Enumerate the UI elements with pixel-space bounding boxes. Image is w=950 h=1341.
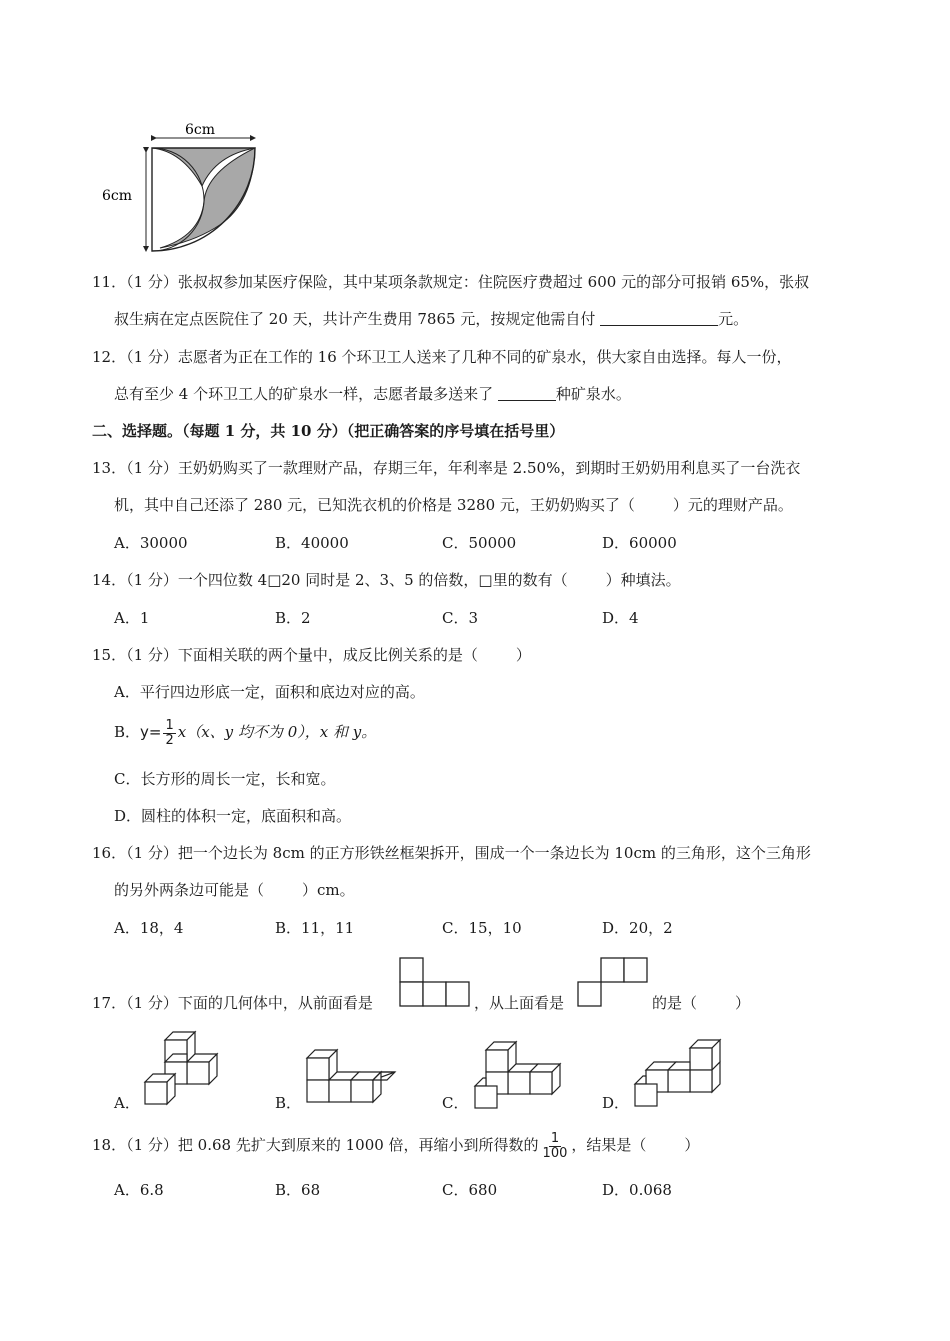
- q18-option-a[interactable]: A．6.8: [114, 1181, 164, 1199]
- section-heading: 二、选择题。（每题 1 分，共 10 分）（把正确答案的序号填在括号里）: [92, 422, 565, 440]
- q14-option-b[interactable]: B．2: [275, 609, 311, 627]
- top-label: 6cm: [185, 122, 216, 138]
- q17-option-b-figure[interactable]: [302, 1044, 402, 1110]
- q14-line1: [92, 570, 681, 590]
- q13-option-d[interactable]: D．60000: [602, 534, 677, 552]
- q18-frac-num: 1: [550, 1130, 560, 1146]
- q16-line1: 16．（1 分）把一个边长为 8cm 的正方形铁丝框架拆开，围成一个一条边长为 10cm 的三角形，这个三角形: [92, 844, 811, 862]
- q17-text-c: [652, 993, 750, 1013]
- q15-text-end: ）: [515, 646, 531, 664]
- q17-text-c-span: 的是（: [652, 994, 698, 1012]
- q13-line2-end: ）元的理财产品。: [672, 496, 793, 514]
- q15-option-b-prefix: B．: [114, 723, 141, 741]
- q15-text: 15．（1 分）下面相关联的两个量中，成反比例关系的是（: [92, 646, 478, 664]
- q12-line1: 12．（1 分）志愿者为正在工作的 16 个环卫工人送来了几种不同的矿泉水，供大家自由选择。每人一份，: [92, 348, 792, 366]
- q18-text-b: ，结果是（: [571, 1136, 647, 1154]
- q15-option-b-y: y=: [140, 723, 162, 741]
- q17-option-a-label[interactable]: A．: [114, 1094, 140, 1112]
- q14-text: 14．（1 分）一个四位数 4□20 同时是 2、3、5 的倍数，□里的数有（: [92, 571, 568, 589]
- side-label: 6cm: [102, 188, 133, 204]
- q14-option-a[interactable]: A．1: [114, 609, 150, 627]
- q17-option-b-label[interactable]: B．: [275, 1094, 302, 1112]
- q16-option-d[interactable]: D．20，2: [602, 919, 673, 937]
- q11-line2: [114, 309, 748, 329]
- top-view-figure: [576, 956, 652, 1008]
- q13-option-b[interactable]: B．40000: [275, 534, 349, 552]
- q11-line1: 11．（1 分）张叔叔参加某医疗保险，其中某项条款规定：住院医疗费超过 600 元的部分可报销 65%，张叔: [92, 273, 810, 291]
- q11-line2-end: 元。: [718, 310, 749, 328]
- q17-option-c-figure[interactable]: [470, 1040, 570, 1110]
- q12-line2: [114, 384, 631, 404]
- q15-option-c[interactable]: C．长方形的周长一定，长和宽。: [114, 770, 336, 788]
- q16-option-c[interactable]: C．15，10: [442, 919, 522, 937]
- q18-frac-den: 100: [542, 1145, 568, 1161]
- q12-answer-blank[interactable]: [498, 384, 556, 401]
- q17-text-d: ）: [735, 994, 751, 1012]
- q15-frac-den: 2: [165, 732, 174, 748]
- q18-fraction: [541, 1132, 570, 1161]
- q14-option-c[interactable]: C．3: [442, 609, 479, 627]
- quarter-circle-figure: [100, 118, 270, 258]
- q18-text-a: 18．（1 分）把 0.68 先扩大到原来的 1000 倍，再缩小到所得数的: [92, 1136, 539, 1154]
- q13-line2-text: 机，其中自己还添了 280 元，已知洗衣机的价格是 3280 元，王奶奶购买了（: [114, 496, 635, 514]
- q18-option-c[interactable]: C．680: [442, 1181, 498, 1199]
- q13-option-a[interactable]: A．30000: [114, 534, 188, 552]
- q17-option-c-label[interactable]: C．: [442, 1094, 469, 1112]
- q14-option-d[interactable]: D．4: [602, 609, 639, 627]
- q16-option-a[interactable]: A．18，4: [114, 919, 184, 937]
- q18-line: [92, 1130, 699, 1161]
- q18-text-c: ）: [684, 1136, 700, 1154]
- q11-answer-blank[interactable]: [600, 309, 718, 326]
- q15-option-a[interactable]: A．平行四边形底一定，面积和底边对应的高。: [114, 683, 425, 701]
- q12-line2-end: 种矿泉水。: [555, 385, 631, 403]
- front-view-figure: [398, 956, 474, 1008]
- q16-line2: [114, 880, 355, 900]
- q17-text-a: 17．（1 分）下面的几何体中，从前面看是: [92, 994, 373, 1012]
- q16-option-b[interactable]: B．11，11: [275, 919, 355, 937]
- q14-text-end: ）种填法。: [605, 571, 681, 589]
- q15-line1: [92, 645, 531, 665]
- q17-option-d-figure[interactable]: [630, 1038, 730, 1110]
- q13-line1: 13．（1 分）王奶奶购买了一款理财产品，存期三年，年利率是 2.50%，到期时王奶奶用利息买了一台洗衣: [92, 459, 801, 477]
- q13-line2: [114, 495, 793, 515]
- q15-option-b[interactable]: [114, 718, 376, 748]
- q15-option-b-rest: x（x、y 均不为 0），x 和 y。: [177, 723, 377, 741]
- q18-option-d[interactable]: D．0.068: [602, 1181, 672, 1199]
- q12-line2-text: 总有至少 4 个环卫工人的矿泉水一样，志愿者最多送来了: [114, 385, 498, 403]
- q17-option-a-figure[interactable]: [140, 1030, 230, 1110]
- q17-text-b: ，从上面看是: [474, 994, 565, 1012]
- q15-frac-num: 1: [165, 717, 174, 733]
- q15-fraction: [163, 719, 175, 748]
- q17-option-d-label[interactable]: D．: [602, 1094, 630, 1112]
- q16-line2-end: ）cm。: [302, 881, 355, 899]
- q13-option-c[interactable]: C．50000: [442, 534, 517, 552]
- q18-option-b[interactable]: B．68: [275, 1181, 321, 1199]
- q16-line2-text: 的另外两条边可能是（: [114, 881, 265, 899]
- q11-line2-text: 叔生病在定点医院住了 20 天，共计产生费用 7865 元，按规定他需自付: [114, 310, 601, 328]
- q15-option-d[interactable]: D．圆柱的体积一定，底面积和高。: [114, 807, 352, 825]
